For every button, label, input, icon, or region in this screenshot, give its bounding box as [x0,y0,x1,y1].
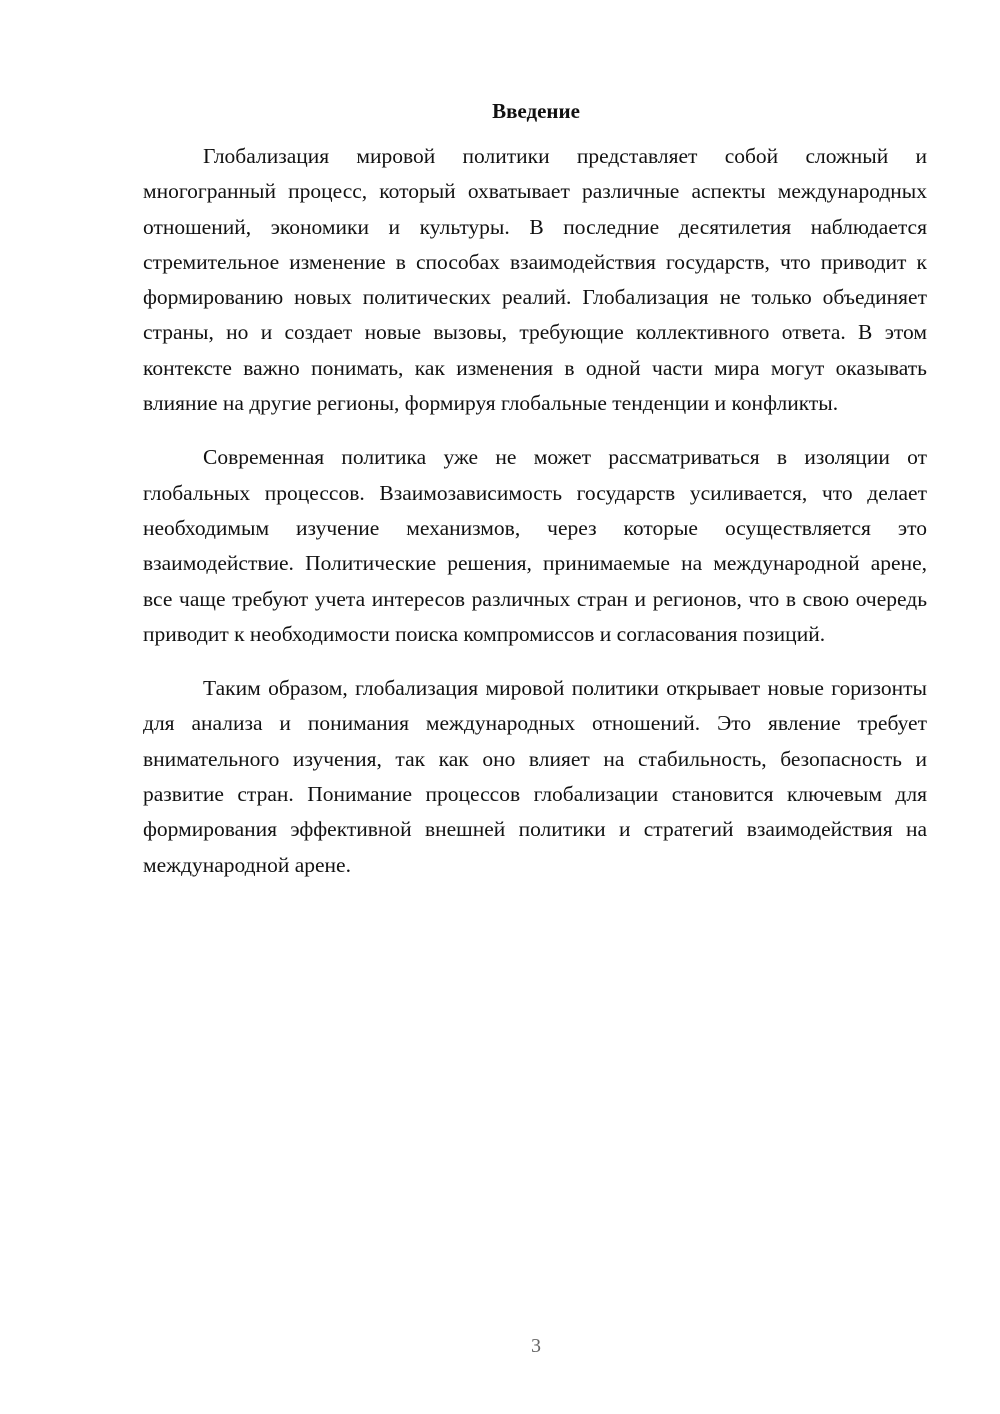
paragraph-3: Таким образом, глобализация мировой политики открывает новые горизонты для анализа и понимания международных отношений. Это явление требует внимательного изучения, так как оно влияет на стабильность, безопасность и развитие стран. Понимание процессов глобализации становится ключевым для формирования эффективной внешней политики и стратегий взаимодействия на международной арене. [143,676,927,877]
page-content [143,96,927,902]
section-heading: Введение [492,99,580,123]
paragraph-2: Современная политика уже не может рассматриваться в изоляции от глобальных процессов. Взаимозависимость государств усиливается, что делает необходимым изучение механизмов, через которые осуществляется это взаимодействие. Политические решения, принимаемые на международной арене, все чаще требуют учета интересов различных стран и регионов, что в свою очередь приводит к необходимости поиска компромиссов и согласования позиций. [143,445,927,646]
page-number: 3 [531,1335,541,1357]
paragraph-1: Глобализация мировой политики представляет собой сложный и многогранный процесс, который охватывает различные аспекты международных отношений, экономики и культуры. В последние десятилетия наблюдается стремительное изменение в способах взаимодействия государств, что приводит к формированию новых политических реалий. Глобализация не только объединяет страны, но и создает новые вызовы, требующие коллективного ответа. В этом контексте важно понимать, как изменения в одной части мира могут оказывать влияние на другие регионы, формируя глобальные тенденции и конфликты. [143,144,927,416]
